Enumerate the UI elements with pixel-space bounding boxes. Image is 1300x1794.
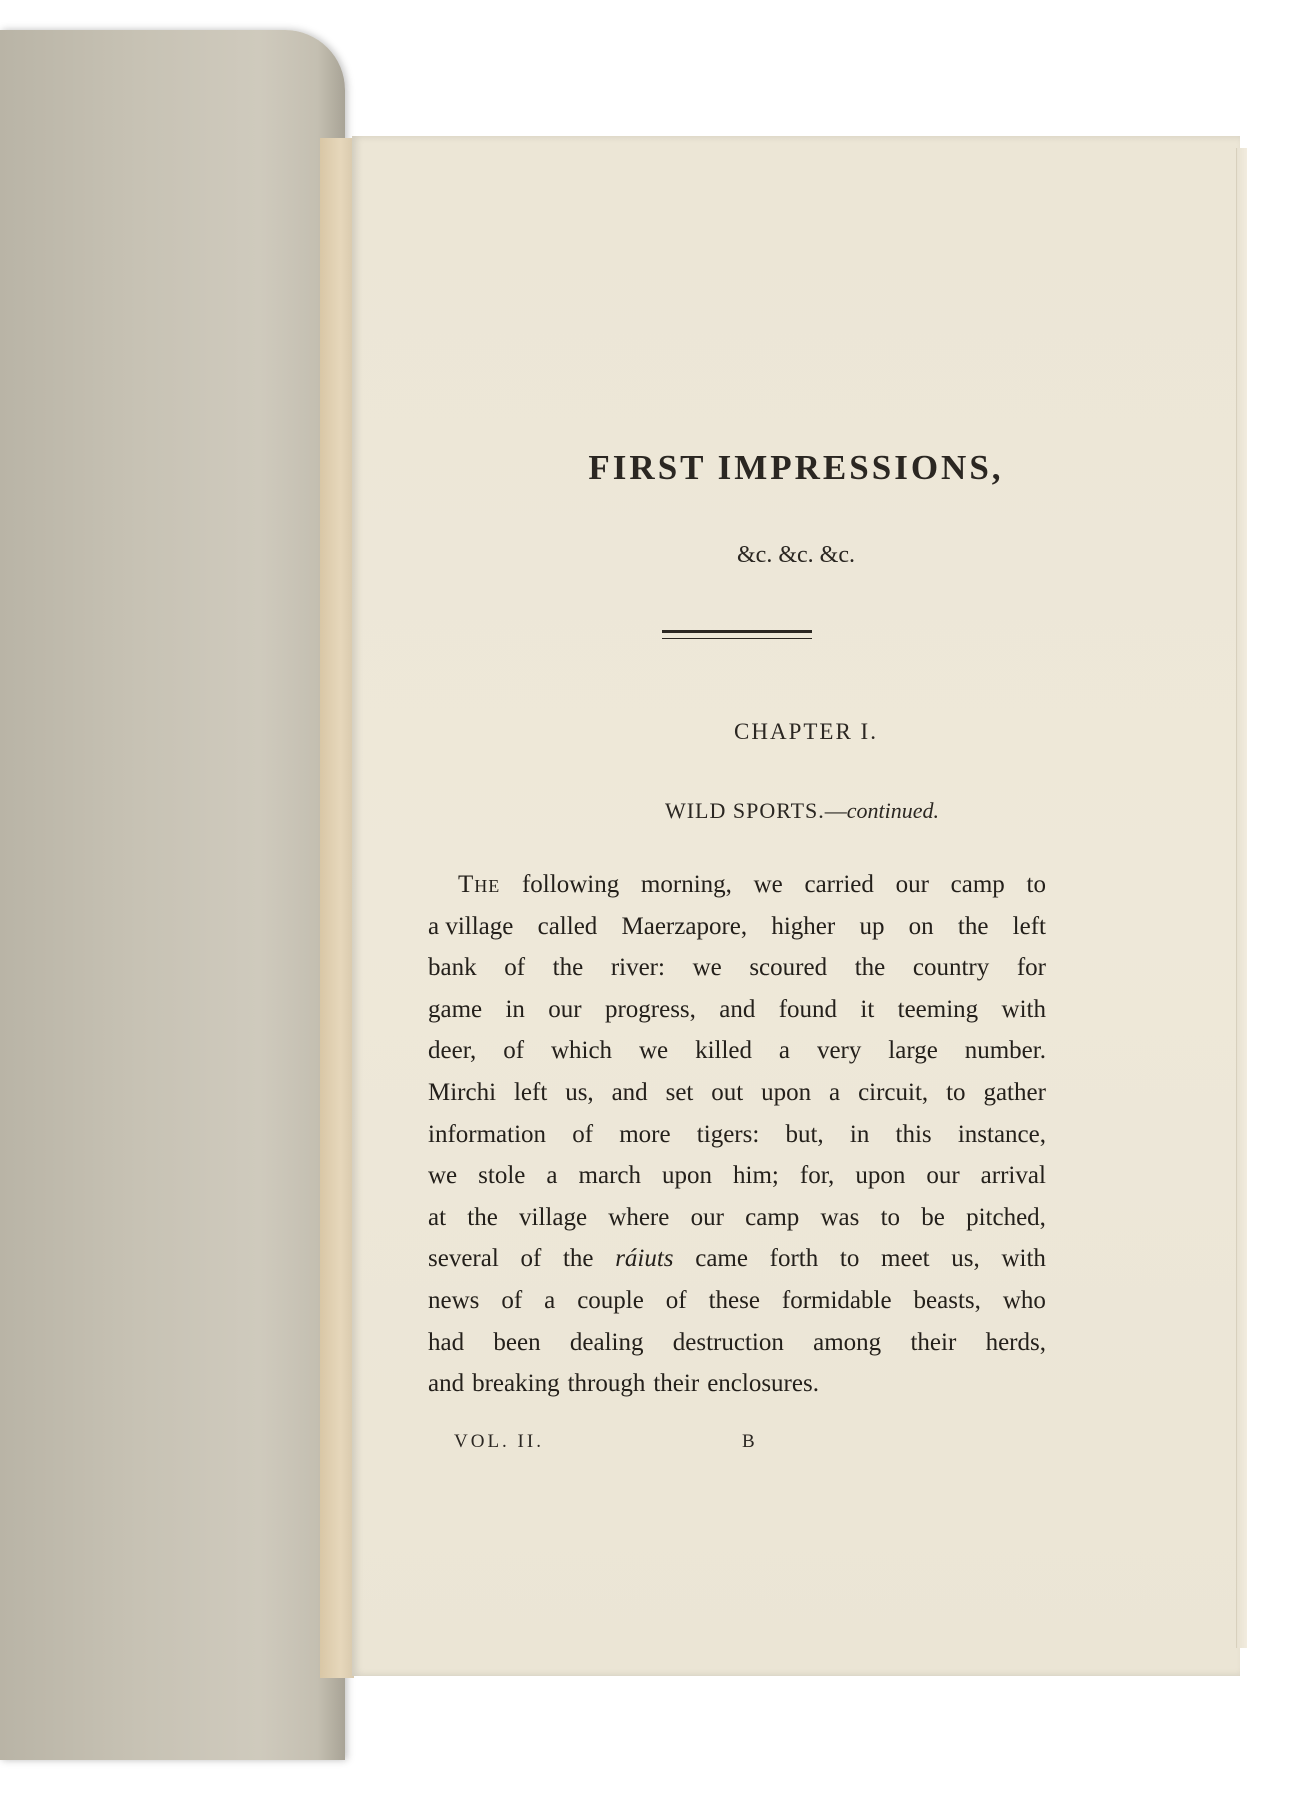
body-word: left <box>513 1078 548 1106</box>
body-line <box>428 1363 1046 1405</box>
body-word: we <box>692 954 722 982</box>
body-word: of <box>520 1245 542 1273</box>
body-word: for, <box>799 1162 835 1190</box>
body-word: progress, <box>604 995 696 1023</box>
body-word: couple <box>577 1286 644 1314</box>
body-word: number. <box>964 1037 1046 1065</box>
title-rule-thin <box>662 638 812 639</box>
body-line <box>428 1114 1046 1156</box>
body-word: of <box>665 1286 687 1314</box>
body-word: morning, <box>640 871 732 898</box>
body-word: our <box>548 995 582 1023</box>
body-word: carried <box>804 871 874 898</box>
chapter-heading: CHAPTER I. <box>734 719 878 744</box>
body-word: we <box>753 871 783 898</box>
body-word: to <box>839 1245 860 1273</box>
body-word: and <box>611 1078 648 1106</box>
body-word: our <box>895 871 929 898</box>
body-word: teeming <box>897 995 979 1023</box>
body-word: these <box>708 1286 760 1314</box>
body-word: herds, <box>985 1328 1046 1356</box>
body-line <box>428 1238 1046 1280</box>
body-word: up <box>859 912 885 940</box>
body-word: in <box>505 995 525 1023</box>
body-word: to <box>946 1078 966 1106</box>
body-word: circuit, <box>858 1078 929 1106</box>
body-word: at <box>428 1203 447 1231</box>
body-word: Mirchi <box>428 1078 497 1106</box>
body-word: the <box>467 1203 498 1231</box>
body-word: had <box>428 1328 465 1356</box>
section-continued: continued. <box>846 798 940 823</box>
body-word: killed <box>695 1037 752 1065</box>
body-word: country <box>912 954 990 982</box>
body-word: Maerzapore, <box>621 912 748 940</box>
body-word: very <box>816 1037 862 1065</box>
body-word: the <box>854 954 886 982</box>
body-word: was <box>820 1203 860 1231</box>
page-edge-right <box>1236 148 1247 1648</box>
body-word: but, <box>785 1120 824 1148</box>
body-word: a village <box>428 912 514 940</box>
body-word: this <box>895 1120 932 1148</box>
body-word: a <box>829 1078 841 1106</box>
body-word: their <box>653 1370 700 1398</box>
body-word: more <box>619 1120 671 1148</box>
body-word: us, <box>565 1078 594 1106</box>
body-word: following <box>521 871 620 898</box>
body-word: stole <box>478 1162 526 1190</box>
body-word: The <box>458 871 501 898</box>
body-word: ráiuts <box>615 1245 674 1273</box>
body-paragraph <box>428 864 1046 1405</box>
body-word: on <box>908 912 934 940</box>
body-word: march <box>578 1162 641 1190</box>
body-line <box>428 906 1046 948</box>
footer-volume: VOL. II. <box>454 1431 544 1452</box>
body-word: camp <box>745 1203 800 1231</box>
body-word: who <box>1002 1286 1046 1314</box>
body-line <box>428 1155 1046 1197</box>
body-line <box>428 1030 1046 1072</box>
body-word: left <box>1012 912 1046 940</box>
body-word: beasts, <box>913 1286 981 1314</box>
body-word: village <box>519 1203 588 1231</box>
body-line <box>428 1197 1046 1239</box>
body-word: with <box>1001 1245 1046 1273</box>
body-line <box>428 1280 1046 1322</box>
body-word: scoured <box>749 954 828 982</box>
body-word: came <box>695 1245 748 1273</box>
body-word: a <box>546 1162 558 1190</box>
body-word: river: <box>610 954 665 982</box>
body-word: among <box>813 1328 882 1356</box>
body-word: the <box>957 912 989 940</box>
book-page <box>352 136 1240 1676</box>
body-word: through <box>567 1370 646 1398</box>
body-word: where <box>608 1203 670 1231</box>
body-word: to <box>880 1203 901 1231</box>
body-word: set <box>665 1078 694 1106</box>
body-word: we <box>638 1037 669 1065</box>
body-word: our <box>926 1162 960 1190</box>
body-word: higher <box>771 912 836 940</box>
body-word: upon <box>855 1162 906 1190</box>
body-word: bank <box>428 954 477 982</box>
body-word: in <box>849 1120 870 1148</box>
footer-signature: B <box>742 1431 755 1452</box>
body-word: tigers: <box>696 1120 760 1148</box>
body-word: of <box>503 1037 525 1065</box>
body-word: called <box>537 912 598 940</box>
body-word: our <box>690 1203 724 1231</box>
body-word: of <box>572 1120 594 1148</box>
body-word: instance, <box>957 1120 1046 1148</box>
page-edges-left <box>320 138 354 1678</box>
section-heading <box>352 798 1240 824</box>
section-label: WILD SPORTS. <box>664 798 825 823</box>
body-word: several <box>428 1245 499 1273</box>
body-word: information <box>428 1120 547 1148</box>
body-word: a <box>544 1286 556 1314</box>
body-word: him; <box>733 1162 779 1190</box>
body-word: we <box>428 1162 458 1190</box>
body-line <box>428 1072 1046 1114</box>
body-word: us, <box>951 1245 980 1273</box>
body-word: and <box>719 995 756 1023</box>
body-word: and <box>428 1370 465 1398</box>
body-word: found <box>778 995 838 1023</box>
body-word: destruction <box>672 1328 784 1356</box>
body-word: to <box>1026 871 1046 898</box>
body-line <box>428 989 1046 1031</box>
title-rule-thick <box>662 630 812 633</box>
body-word: the <box>552 954 584 982</box>
body-word: gather <box>983 1078 1046 1106</box>
body-word: news <box>428 1286 480 1314</box>
body-word: upon <box>761 1078 812 1106</box>
facing-left-page <box>0 30 345 1760</box>
body-word: with <box>1001 995 1046 1023</box>
body-word: formidable <box>781 1286 892 1314</box>
body-word: breaking <box>472 1370 560 1398</box>
page-subtitle: &c. &c. &c. <box>737 542 855 568</box>
page-title: FIRST IMPRESSIONS, <box>588 448 1004 487</box>
body-word: game <box>428 995 483 1023</box>
body-word: forth <box>769 1245 819 1273</box>
body-word: a <box>778 1037 791 1065</box>
body-word: of <box>501 1286 523 1314</box>
body-word: their <box>910 1328 957 1356</box>
body-word: dealing <box>569 1328 644 1356</box>
body-word: of <box>504 954 526 982</box>
body-word: enclosures. <box>707 1370 819 1398</box>
body-word: deer, <box>428 1037 477 1065</box>
body-word: it <box>860 995 875 1023</box>
body-line <box>428 1322 1046 1364</box>
section-dash: — <box>824 798 847 823</box>
body-line <box>428 864 1046 906</box>
body-word: upon <box>662 1162 713 1190</box>
body-word: camp <box>950 871 1005 898</box>
body-word: which <box>550 1037 613 1065</box>
body-word: be <box>921 1203 945 1231</box>
body-line <box>428 947 1046 989</box>
body-word: meet <box>881 1245 930 1273</box>
body-word: pitched, <box>966 1203 1046 1231</box>
body-word: large <box>888 1037 938 1065</box>
body-word: out <box>711 1078 744 1106</box>
body-word: arrival <box>980 1162 1046 1190</box>
body-word: the <box>562 1245 594 1273</box>
body-word: for <box>1016 954 1046 982</box>
body-word: been <box>493 1328 541 1356</box>
